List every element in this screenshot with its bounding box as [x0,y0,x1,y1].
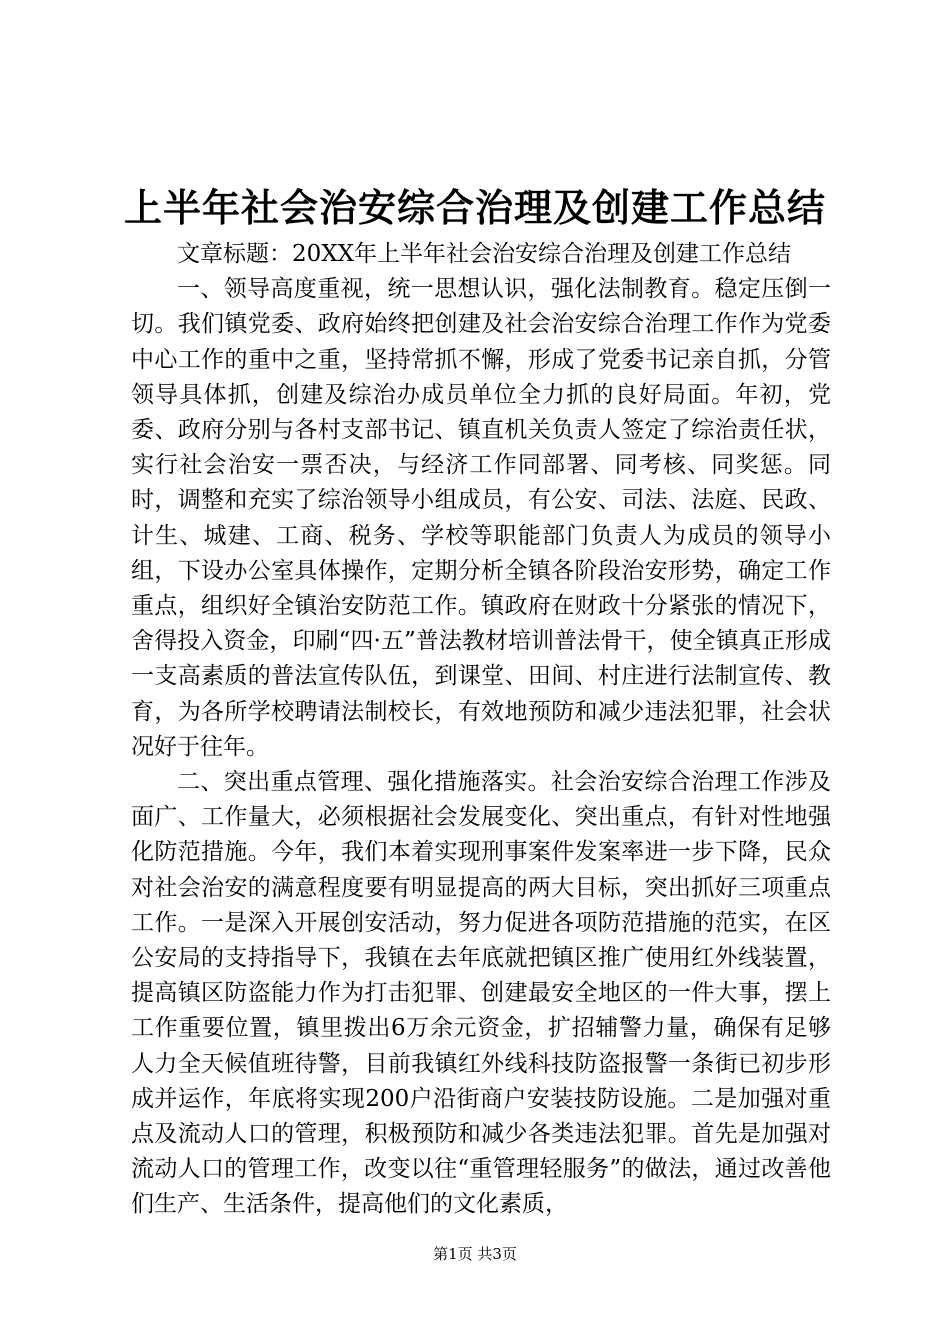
paragraph-section-2: 二、突出重点管理、强化措施落实。社会治安综合治理工作涉及面广、工作量大，必须根据社会发展变化、突出重点，有针对性地强化防范措施。今年，我们本着实现刑事案件发案率进一步下降，民众对社会治安的满意程度要有明显提高的两大目标，突出抓好三项重点工作。一是深入开展创安活动，努力促进各项防范措施的范实，在区公安局的支持指导下，我镇在去年底就把镇区推广使用红外线装置，提高镇区防盗能力作为打击犯罪、创建最安全地区的一件大事，摆上工作重要位置，镇里拨出6万余元资金，扩招辅警力量，确保有足够人力全天候值班待警，目前我镇红外线科技防盗报警一条街已初步形成并运作，年底将实现200户沿街商户安装技防设施。二是加强对重点及流动人口的管理，积极预防和减少各类违法犯罪。首先是加强对流动人口的管理工作，改变以往“重管理轻服务”的做法，通过改善他们生产、生活条件，提高他们的文化素质， [131,769,831,1218]
document-title: 上半年社会治安综合治理及创建工作总结 [123,185,826,230]
page-footer: 第1页 共3页 [433,1245,517,1263]
paragraph-article-title: 文章标题：20XX年上半年社会治安综合治理及创建工作总结 [177,241,792,267]
paragraph-section-1: 一、领导高度重视，统一思想认识，强化法制教育。稳定压倒一切。我们镇党委、政府始终把创建及社会治安综合治理工作作为党委中心工作的重中之重，坚持常抓不懈，形成了党委书记亲自抓，分管领导具体抓，创建及综治办成员单位全力抓的良好局面。年初，党委、政府分别与各村支部书记、镇直机关负责人签定了综治责任状，实行社会治安一票否决，与经济工作同部署、同考核、同奖惩。同时，调整和充实了综治领导小组成员，有公安、司法、法庭、民政、计生、城建、工商、税务、学校等职能部门负责人为成员的领导小组，下设办公室具体操作，定期分析全镇各阶段治安形势，确定工作重点，组织好全镇治安防范工作。镇政府在财政十分紧张的情况下，舍得投入资金，印刷“四·五”普法教材培训普法骨干，使全镇真正形成一支高素质的普法宣传队伍，到课堂、田间、村庄进行法制宣传、教育，为各所学校聘请法制校长，有效地预防和减少违法犯罪，社会状况好于往年。 [131,276,831,760]
document-body [131,237,831,1223]
